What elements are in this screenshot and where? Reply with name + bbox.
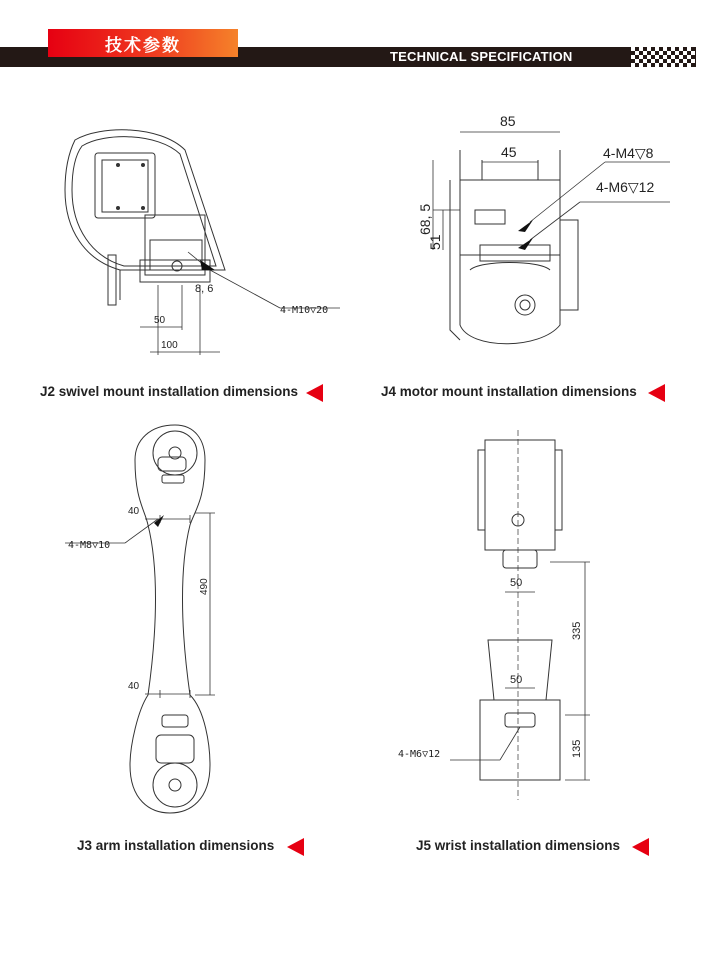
j4-hole-m6: 4-M6▽12 <box>596 179 655 195</box>
checker-square <box>639 63 643 67</box>
checker-square <box>639 55 643 59</box>
j3-dim-40-top: 40 <box>128 506 140 517</box>
j2-caption-arrow-icon <box>306 384 323 402</box>
j4-dim-685: 68, 5 <box>417 203 433 235</box>
j3-hole-note: 4-M8▽10 <box>68 540 111 551</box>
checker-square <box>631 47 635 51</box>
j5-caption: J5 wrist installation dimensions <box>416 838 621 853</box>
checker-square <box>663 47 667 51</box>
checker-square <box>679 55 683 59</box>
j3-drawing <box>50 415 350 815</box>
j2-dim-86: 8, 6 <box>195 283 214 295</box>
j5-dim-50-bottom: 50 <box>510 674 523 686</box>
checker-square <box>651 59 655 63</box>
j5-dim-335: 335 <box>571 621 583 640</box>
checker-square <box>647 47 651 51</box>
j5-caption-arrow-icon <box>632 838 649 856</box>
j2-hole-note: 4-M10▽20 <box>280 305 329 316</box>
checker-square <box>639 47 643 51</box>
j4-dim-85: 85 <box>500 113 516 129</box>
checker-square <box>671 63 675 67</box>
checker-pattern-icon <box>630 46 696 68</box>
j2-caption: J2 swivel mount installation dimensions <box>40 384 299 399</box>
checker-square <box>675 51 679 55</box>
checker-square <box>655 47 659 51</box>
checker-square <box>663 63 667 67</box>
checker-square <box>655 55 659 59</box>
j2-dim-50: 50 <box>154 315 166 326</box>
checker-square <box>687 47 691 51</box>
header-title-en: TECHNICAL SPECIFICATION <box>390 49 573 64</box>
checker-square <box>643 51 647 55</box>
checker-square <box>659 59 663 63</box>
checker-square <box>635 51 639 55</box>
checker-square <box>691 51 695 55</box>
checker-square <box>687 55 691 59</box>
checker-square <box>663 55 667 59</box>
checker-square <box>655 63 659 67</box>
checker-square <box>647 55 651 59</box>
header-title-cn: 技术参数 <box>105 35 181 56</box>
j5-drawing <box>390 430 690 800</box>
j5-dim-135: 135 <box>571 739 583 758</box>
j5-hole-note: 4-M6▽12 <box>398 749 441 760</box>
checker-square <box>687 63 691 67</box>
j3-dim-490: 490 <box>199 578 210 595</box>
checker-square <box>659 51 663 55</box>
j2-dim-100: 100 <box>161 340 178 351</box>
checker-square <box>683 59 687 63</box>
checker-square <box>675 59 679 63</box>
checker-square <box>679 63 683 67</box>
j4-hole-m4: 4-M4▽8 <box>603 145 654 161</box>
j3-caption: J3 arm installation dimensions <box>77 838 275 853</box>
j2-drawing <box>40 120 360 365</box>
j4-caption: J4 motor mount installation dimensions <box>381 384 637 399</box>
j4-caption-arrow-icon <box>648 384 665 402</box>
checker-square <box>651 51 655 55</box>
checker-square <box>643 59 647 63</box>
checker-square <box>635 59 639 63</box>
header-title-block <box>48 29 238 57</box>
checker-square <box>667 59 671 63</box>
j4-dim-51: 51 <box>427 234 443 250</box>
j5-dim-50-top: 50 <box>510 577 523 589</box>
checker-square <box>647 63 651 67</box>
checker-square <box>679 47 683 51</box>
j4-dim-45: 45 <box>501 144 517 160</box>
j3-dim-40-bottom: 40 <box>128 681 140 692</box>
j4-drawing <box>400 110 690 365</box>
checker-square <box>683 51 687 55</box>
j3-caption-arrow-icon <box>287 838 304 856</box>
checker-square <box>631 55 635 59</box>
checker-square <box>667 51 671 55</box>
checker-square <box>631 63 635 67</box>
checker-square <box>671 47 675 51</box>
checker-square <box>691 59 695 63</box>
checker-square <box>671 55 675 59</box>
